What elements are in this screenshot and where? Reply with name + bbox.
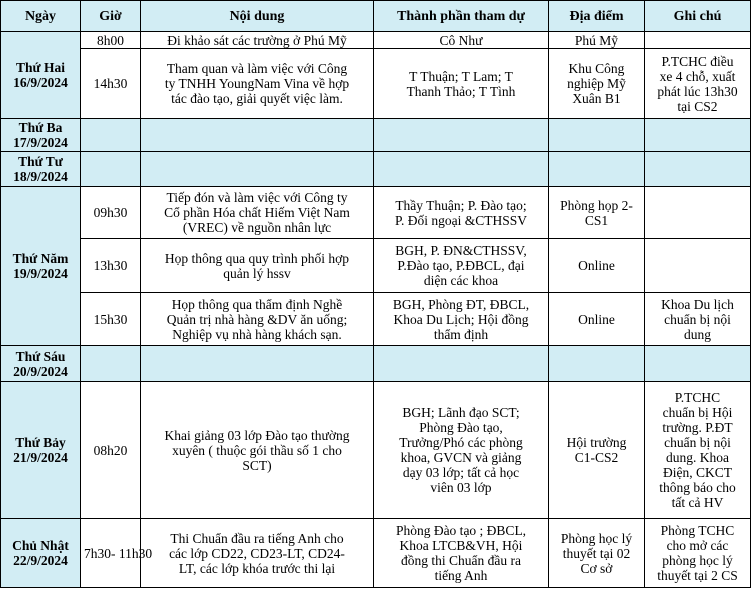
day-cell-saturday: Thứ Bảy 21/9/2024 <box>1 382 81 519</box>
location-cell: Khu Công nghiệp Mỹ Xuân B1 <box>549 49 645 119</box>
header-participants: Thành phần tham dự <box>374 1 549 32</box>
notes-cell <box>645 32 751 49</box>
table-row <box>1 382 751 519</box>
notes-cell <box>645 239 751 293</box>
notes-cell: Khoa Du lịch chuẩn bị nội dung <box>645 293 751 346</box>
time-cell: 8h00 <box>81 32 141 49</box>
empty-cell <box>81 346 141 382</box>
empty-cell <box>141 346 374 382</box>
empty-cell <box>374 346 549 382</box>
table-row <box>1 32 751 49</box>
day-cell-wednesday: Thứ Tư 18/9/2024 <box>1 152 81 187</box>
table-row <box>1 187 751 239</box>
empty-cell <box>141 152 374 187</box>
time-cell: 08h20 <box>81 382 141 519</box>
time-cell: 15h30 <box>81 293 141 346</box>
empty-cell <box>645 119 751 152</box>
time-cell: 09h30 <box>81 187 141 239</box>
header-notes: Ghi chú <box>645 1 751 32</box>
empty-cell <box>549 119 645 152</box>
header-row <box>1 1 751 32</box>
table-row <box>1 293 751 346</box>
content-cell: Họp thông qua thẩm định Nghề Quản trị nhà hàng &DV ăn uống; Nghiệp vụ nhà hàng khách sạn. <box>141 293 374 346</box>
table-row <box>1 346 751 382</box>
day-cell-monday: Thứ Hai 16/9/2024 <box>1 32 81 119</box>
location-cell: Phòng học lý thuyết tại 02 Cơ sở <box>549 519 645 588</box>
empty-cell <box>374 152 549 187</box>
day-cell-thursday: Thứ Năm 19/9/2024 <box>1 187 81 346</box>
participants-cell: BGH, Phòng ĐT, ĐBCL, Khoa Du Lịch; Hội đồng thẩm định <box>374 293 549 346</box>
table-row <box>1 519 751 588</box>
location-cell: Phòng họp 2- CS1 <box>549 187 645 239</box>
notes-cell: Phòng TCHC cho mở các phòng học lý thuyết tại 2 CS <box>645 519 751 588</box>
header-day: Ngày <box>1 1 81 32</box>
empty-cell <box>645 346 751 382</box>
content-cell: Khai giảng 03 lớp Đào tạo thường xuyên ( thuộc gói thầu số 1 cho SCT) <box>141 382 374 519</box>
day-cell-friday: Thứ Sáu 20/9/2024 <box>1 346 81 382</box>
empty-cell <box>141 119 374 152</box>
notes-cell <box>645 187 751 239</box>
location-cell: Phú Mỹ <box>549 32 645 49</box>
empty-cell <box>374 119 549 152</box>
content-cell: Tham quan và làm việc với Công ty TNHH YoungNam Vina về hợp tác đào tạo, giải quyết việc làm. <box>141 49 374 119</box>
notes-cell: P.TCHC điều xe 4 chỗ, xuất phát lúc 13h30 tại CS2 <box>645 49 751 119</box>
notes-cell: P.TCHC chuẩn bị Hội trường. P.ĐT chuẩn bị nội dung. Khoa Điện, CKCT thông báo cho tất cả HV <box>645 382 751 519</box>
day-cell-sunday: Chủ Nhật 22/9/2024 <box>1 519 81 588</box>
participants-cell: BGH; Lãnh đạo SCT; Phòng Đào tạo, Trưởng/Phó các phòng khoa, GVCN và giảng dạy 03 lớp; tất cả học viên 03 lớp <box>374 382 549 519</box>
content-cell: Đi khảo sát các trường ở Phú Mỹ <box>141 32 374 49</box>
participants-cell: T Thuận; T Lam; T Thanh Thảo; T Tình <box>374 49 549 119</box>
empty-cell <box>81 119 141 152</box>
location-cell: Online <box>549 239 645 293</box>
location-cell: Online <box>549 293 645 346</box>
empty-cell <box>81 152 141 187</box>
table-row <box>1 239 751 293</box>
location-cell: Hội trường C1-CS2 <box>549 382 645 519</box>
time-cell: 7h30- 11h30 <box>81 519 141 588</box>
header-location: Địa điểm <box>549 1 645 32</box>
time-cell: 13h30 <box>81 239 141 293</box>
participants-cell: BGH, P. ĐN&CTHSSV, P.Đào tạo, P.ĐBCL, đại diện các khoa <box>374 239 549 293</box>
participants-cell: Thầy Thuận; P. Đào tạo; P. Đối ngoại &CTHSSV <box>374 187 549 239</box>
table-row <box>1 119 751 152</box>
participants-cell: Cô Như <box>374 32 549 49</box>
header-time: Giờ <box>81 1 141 32</box>
header-content: Nội dung <box>141 1 374 32</box>
day-cell-tuesday: Thứ Ba 17/9/2024 <box>1 119 81 152</box>
empty-cell <box>645 152 751 187</box>
empty-cell <box>549 152 645 187</box>
table-row <box>1 152 751 187</box>
content-cell: Tiếp đón và làm việc với Công ty Cổ phần Hóa chất Hiếm Việt Nam (VREC) về nguồn nhân lực <box>141 187 374 239</box>
content-cell: Thi Chuẩn đầu ra tiếng Anh cho các lớp CD22, CD23-LT, CD24- LT, các lớp khóa trước thi lại <box>141 519 374 588</box>
time-cell: 14h30 <box>81 49 141 119</box>
participants-cell: Phòng Đào tạo ; ĐBCL, Khoa LTCB&VH, Hội đồng thi Chuẩn đầu ra tiếng Anh <box>374 519 549 588</box>
empty-cell <box>549 346 645 382</box>
table-row <box>1 49 751 119</box>
content-cell: Họp thông qua quy trình phối hợp quản lý hssv <box>141 239 374 293</box>
